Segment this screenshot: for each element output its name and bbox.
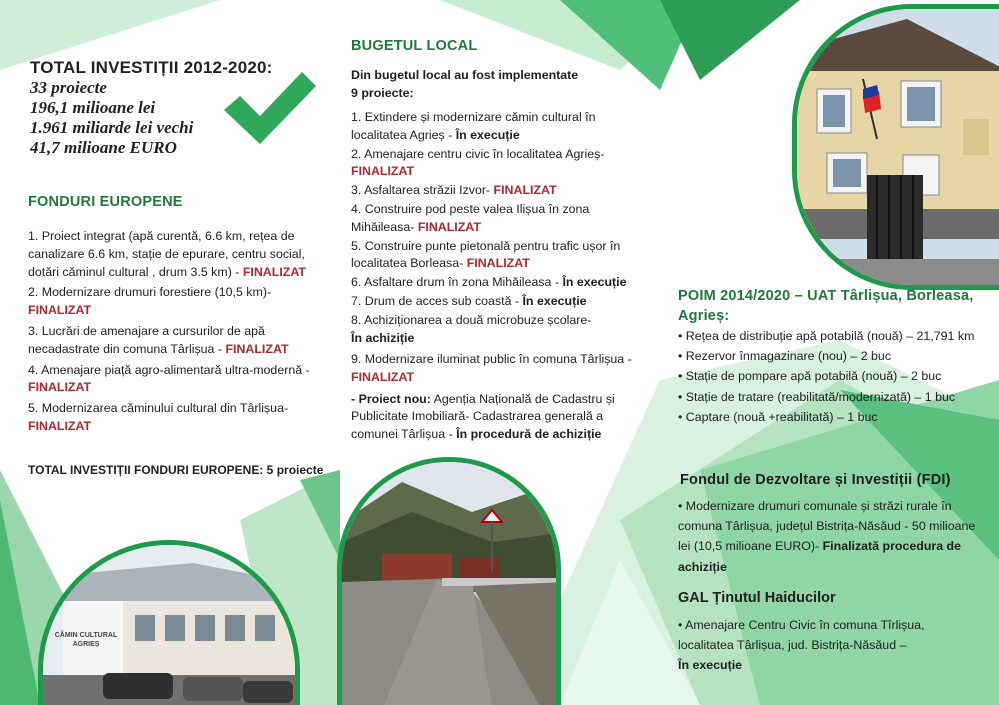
list-item <box>28 228 334 281</box>
poim-list <box>678 326 978 427</box>
item-text: 8. Achiziționarea a două microbuze școlare- <box>351 313 592 328</box>
intro-count: 9 proiecte: <box>351 86 414 100</box>
new-project <box>351 391 651 444</box>
status-badge: FINALIZAT <box>351 370 415 385</box>
item-text: 3. Lucrări de amenajare a cursurilor de apă necadastrate din comuna Târlișua - <box>28 323 265 356</box>
status-badge: În execuție <box>522 294 587 309</box>
list-item <box>351 238 651 273</box>
camin-sign-line-2: AGRIEȘ <box>72 641 100 648</box>
camin-sign <box>53 631 119 649</box>
list-item <box>351 182 651 200</box>
item-text: • Modernizare drumuri comunale și străzi rurale în comuna Târlișua, județul Bistrița-Năsăud - 50 milioane lei (10,5 milioane EURO)- <box>678 499 976 554</box>
list-item <box>28 400 334 436</box>
list-item: • Stație de pompare apă potabilă (nouă) – 2 buc <box>678 369 942 384</box>
gal-list <box>678 615 978 676</box>
status-badge: FINALIZAT <box>417 219 481 234</box>
item-text: 5. Modernizarea căminului cultural din Târlișua- <box>28 401 289 416</box>
item-text: 5. Construire punte pietonală pentru trafic ușor în localitatea Borleasa- <box>351 238 621 271</box>
status-badge: FINALIZAT <box>28 380 92 395</box>
item-text: 3. Asfaltarea străzii Izvor- <box>351 183 494 198</box>
item-text: 2. Amenajare centru civic în localitatea Agrieș- <box>351 146 605 161</box>
status-badge: În procedură de achiziție <box>456 426 602 441</box>
item-text: 7. Drum de acces sub coastă - <box>351 294 523 309</box>
status-badge: FINALIZAT <box>225 341 289 356</box>
item-text: 4. Amenajare piață agro-alimentară ultra-modernă - <box>28 362 310 377</box>
status-badge: FINALIZAT <box>28 418 92 433</box>
intro-line: Din bugetul local au fost implementate <box>351 68 579 82</box>
total-line: 196,1 milioane lei <box>30 98 156 117</box>
total-line: 33 proiecte <box>30 78 107 97</box>
local-budget-title: BUGETUL LOCAL <box>351 38 478 54</box>
town-hall-photo <box>792 4 999 290</box>
status-badge: FINALIZAT <box>351 164 415 179</box>
list-item <box>28 323 334 359</box>
item-text: 9. Modernizare iluminat public în comuna Târlișua - <box>351 352 632 367</box>
european-funds-list <box>28 228 334 439</box>
local-budget-intro <box>351 66 651 102</box>
status-badge: În execuție <box>562 275 627 290</box>
list-item <box>351 146 651 181</box>
item-text: 4. Construire pod peste valea Ilișua în zona Mihăileasa- <box>351 202 590 234</box>
status-badge: FINALIZAT <box>242 264 306 279</box>
status-badge: În execuție <box>678 658 743 673</box>
poim-title: POIM 2014/2020 – UAT Târlișua, Borleasa, Agrieș: <box>678 288 974 324</box>
checkmark-icon <box>218 66 320 150</box>
list-item <box>351 274 651 292</box>
status-badge: FINALIZAT <box>466 256 530 271</box>
local-budget-list <box>351 109 651 445</box>
item-text: 1. Extindere și modernizare cămin cultural în localitatea Agrieș - <box>351 110 596 142</box>
list-item <box>351 351 651 386</box>
total-line: 41,7 milioane EURO <box>30 138 177 157</box>
status-badge: FINALIZAT <box>493 183 557 198</box>
status-badge: FINALIZAT <box>28 303 92 318</box>
status-badge: Finalizată procedura de achiziție <box>678 539 962 574</box>
status-badge: În achiziție <box>351 330 415 345</box>
list-item <box>351 312 651 347</box>
new-project-text: Agenția Națională de Cadastru și Publicitate Imobiliară- Cadastrarea generală a comunei Târlișua - <box>351 391 615 441</box>
european-funds-title: FONDURI EUROPENE <box>28 194 183 210</box>
list-item: • Captare (nouă +reabilitată) – 1 buc <box>678 409 878 424</box>
list-item: • Rețea de distribuție apă potabilă (nouă) – 21,791 km <box>678 329 975 343</box>
european-funds-total: TOTAL INVESTIȚII FONDURI EUROPENE: 5 proiecte <box>28 463 324 477</box>
list-item: • Stație de tratare (reabilitată/modernizată) – 1 buc <box>678 389 956 404</box>
fdi-list <box>678 496 978 577</box>
total-line: 1.961 miliarde lei vechi <box>30 118 194 137</box>
item-text: 6. Asfaltare drum în zona Mihăileasa - <box>351 275 563 290</box>
total-investments-title: TOTAL INVESTIȚII 2012-2020: <box>30 58 273 77</box>
camin-sign-line-1: CĂMIN CULTURAL <box>54 632 118 639</box>
new-project-label: - Proiect nou: <box>351 391 431 406</box>
list-item <box>351 201 651 236</box>
fdi-title: Fondul de Dezvoltare și Investiții (FDI) <box>680 472 951 488</box>
list-item: • Rezervor înmagazinare (nou) – 2 buc <box>678 349 892 364</box>
list-item <box>28 362 334 398</box>
item-text: 2. Modernizare drumuri forestiere (10,5 km)- <box>28 285 272 300</box>
list-item <box>351 293 651 311</box>
item-text: • Amenajare Centru Civic în comuna Tîrlișua, localitatea Târlișua, jud. Bistrița-Năsăud – <box>678 618 925 653</box>
road-photo <box>337 457 561 705</box>
list-item <box>28 284 334 320</box>
gal-title: GAL Ținutul Haiducilor <box>678 590 836 606</box>
list-item <box>351 109 651 144</box>
status-badge: În execuție <box>455 127 520 142</box>
item-text: 1. Proiect integrat (apă curentă, 6.6 km, rețea de canalizare 6.6 km, stație de epurare, centru social, dotări căminul cultural , drum 3.5 km) - <box>28 229 305 279</box>
